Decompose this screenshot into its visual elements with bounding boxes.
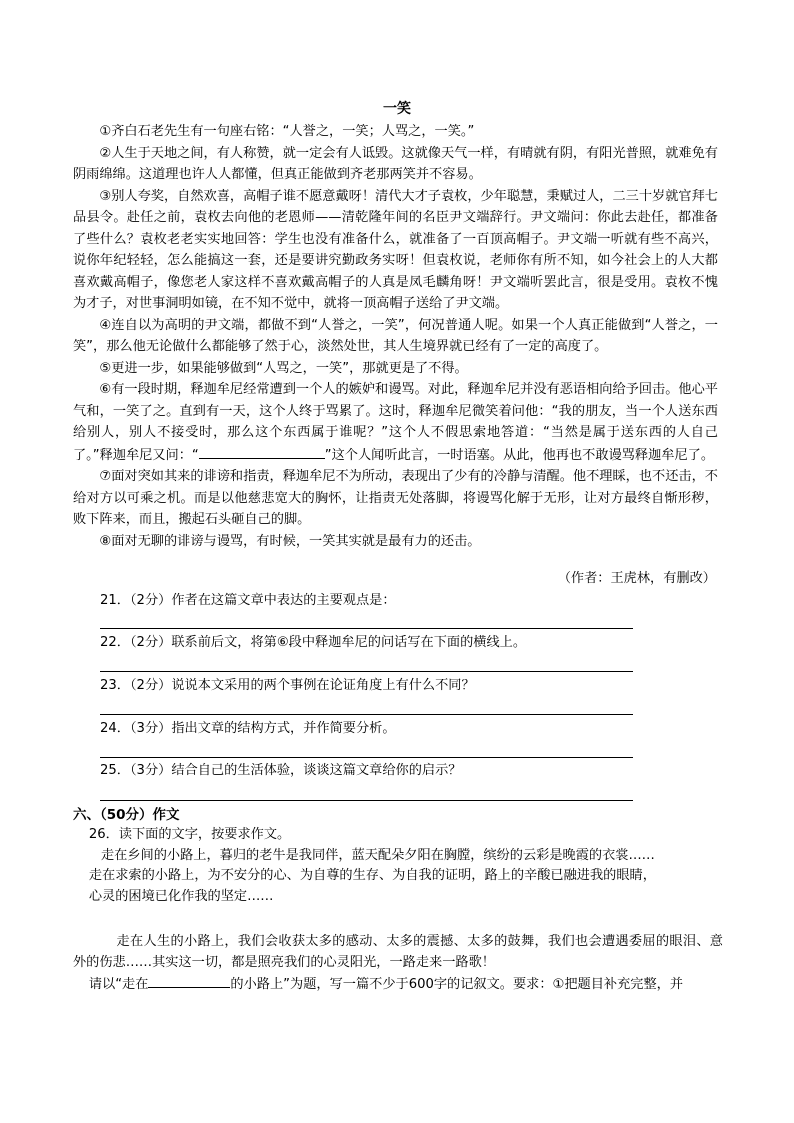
question-26: 26．读下面的文字，按要求作文。 [88,827,291,842]
material-paragraph: 走在人生的小路上，我们会收获太多的感动、太多的震撼、太多的鼓舞，我们也会遭遇委屈的眼泪、意外的伤悲……其实这一切，都是照亮我们的心灵阳光，一路走来一路歌！ [73,934,723,970]
material-line-3: 心灵的困境已化作我的坚定…… [88,888,274,904]
paragraph-4: ④连自以为高明的尹文端，都做不到“人誉之，一笑”，何况普通人呢。如果一个人真正能做到“人誉之，一笑”，那么他无论做什么都能够了然于心，淡然处世，其人生境界就已经有了一定的高度了。 [73,317,718,354]
paragraph-6 [73,379,718,466]
section-title: 六、（50分）作文 [73,807,180,823]
paragraph-7: ⑦面对突如其来的诽谤和指责，释迦牟尼不为所动，表现出了少有的冷静与清醒。他不理睬，也不还击，不给对方以可乘之机。而是以他慈悲宽大的胸怀，让指责无处落脚，将谩骂化解于无形，让对方最终自惭形秽，败下阵来，而且，搬起石头砸自己的脚。 [73,469,718,527]
answer-line-24[interactable] [100,757,633,758]
answer-line-25[interactable] [100,800,633,801]
requirement-after: 的小路上”为题，写一篇不少于600字的记叙文。要求：①把题目补充完整，并 [230,977,684,992]
author-credit: （作者：王虎林，有删改） [557,571,716,586]
paragraph-8: ⑧面对无聊的诽谤与谩骂，有时候，一笑其实就是最有力的还击。 [99,533,481,549]
answer-line-21[interactable] [100,628,633,629]
requirement-before: 请以“走在 [88,977,149,992]
paragraph-5: ⑤更进一步，如果能够做到“人骂之，一笑”，那就更是了不得。 [99,360,468,376]
question-25: 25．（3分）结合自己的生活体验，谈谈这篇文章给你的启示？ [100,763,462,778]
answer-line-22[interactable] [100,671,633,672]
article-title: 一笑 [383,101,411,117]
material-line-2: 走在求索的小路上，为不安分的心、为自尊的生存、为自我的证明，路上的辛酸已融进我的眼睛， [88,868,656,883]
title-blank[interactable] [148,973,230,988]
answer-line-23[interactable] [100,714,633,715]
question-22: 22．（2分）联系前后文，将第⑥段中释迦牟尼的问话写在下面的横线上。 [100,635,527,650]
answer-blank-inline[interactable] [199,444,325,459]
question-21: 21．（2分）作者在这篇文章中表达的主要观点是： [100,593,396,608]
paragraph-3: ③别人夸奖，自然欢喜，高帽子谁不愿意戴呀！清代大才子袁枚，少年聪慧，秉赋过人，二三十岁就官拜七品县令。赴任之前，袁枚去向他的老恩师——清乾隆年间的名臣尹文端辞行。尹文端问：你此去赴任，都准备了些什么？袁枚老老实实地回答：学生也没有准备什么，就准备了一百顶高帽子。尹文端一听就有些不高兴，说你年纪轻轻，怎么能搞这一套，还是要讲究勤政务实呀！但袁枚说，老师你有所不知，如今社会上的人大都喜欢戴高帽子，像您老人家这样不喜欢戴高帽子的人真是凤毛麟角呀！尹文端听罢此言，很是受用。袁枚不愧为才子，对世事洞明如镜，在不知不觉中，就将一顶高帽子送给了尹文端。 [73,188,718,311]
paragraph-6-after: ”这个人闻听此言，一时语塞。从此，他再也不敢谩骂释迦牟尼了。 [324,447,715,463]
composition-block [73,825,723,907]
article-body [73,121,718,552]
composition-requirement [73,973,723,996]
question-24: 24．（3分）指出文章的结构方式，并作简要分析。 [100,721,396,736]
paragraph-2: ②人生于天地之间，有人称赞，就一定会有人诋毁。这就像天气一样，有晴就有阴，有阳光普照，就难免有阴雨绵绵。这道理也许人人都懂，但真正能做到齐老那两笑并不容易。 [73,145,718,182]
paragraph-6-before: ⑥有一段时期，释迦牟尼经常遭到一个人的嫉妒和谩骂。对此，释迦牟尼并没有恶语相向给予回击。他心平气和，一笑了之。直到有一天，这个人终于骂累了。这时，释迦牟尼微笑着问他：“我的朋友，当一个人送东西给别人，别人不接受时，那么这个东西属于谁呢？”这个人不假思索地答道：“当然是属于送东西的人自己了。”释迦牟尼又问：“ [73,382,718,463]
paragraph-1: ①齐白石老先生有一句座右铭：“人誉之，一笑；人骂之，一笑。” [99,124,475,139]
question-23: 23．（2分）说说本文采用的两个事例在论证角度上有什么不同？ [100,678,475,693]
composition-material-2 [73,932,723,996]
material-line-1: 走在乡间的小路上，暮归的老牛是我同伴，蓝天配朵夕阳在胸膛，缤纷的云彩是晚霞的衣裳…… [101,847,655,863]
